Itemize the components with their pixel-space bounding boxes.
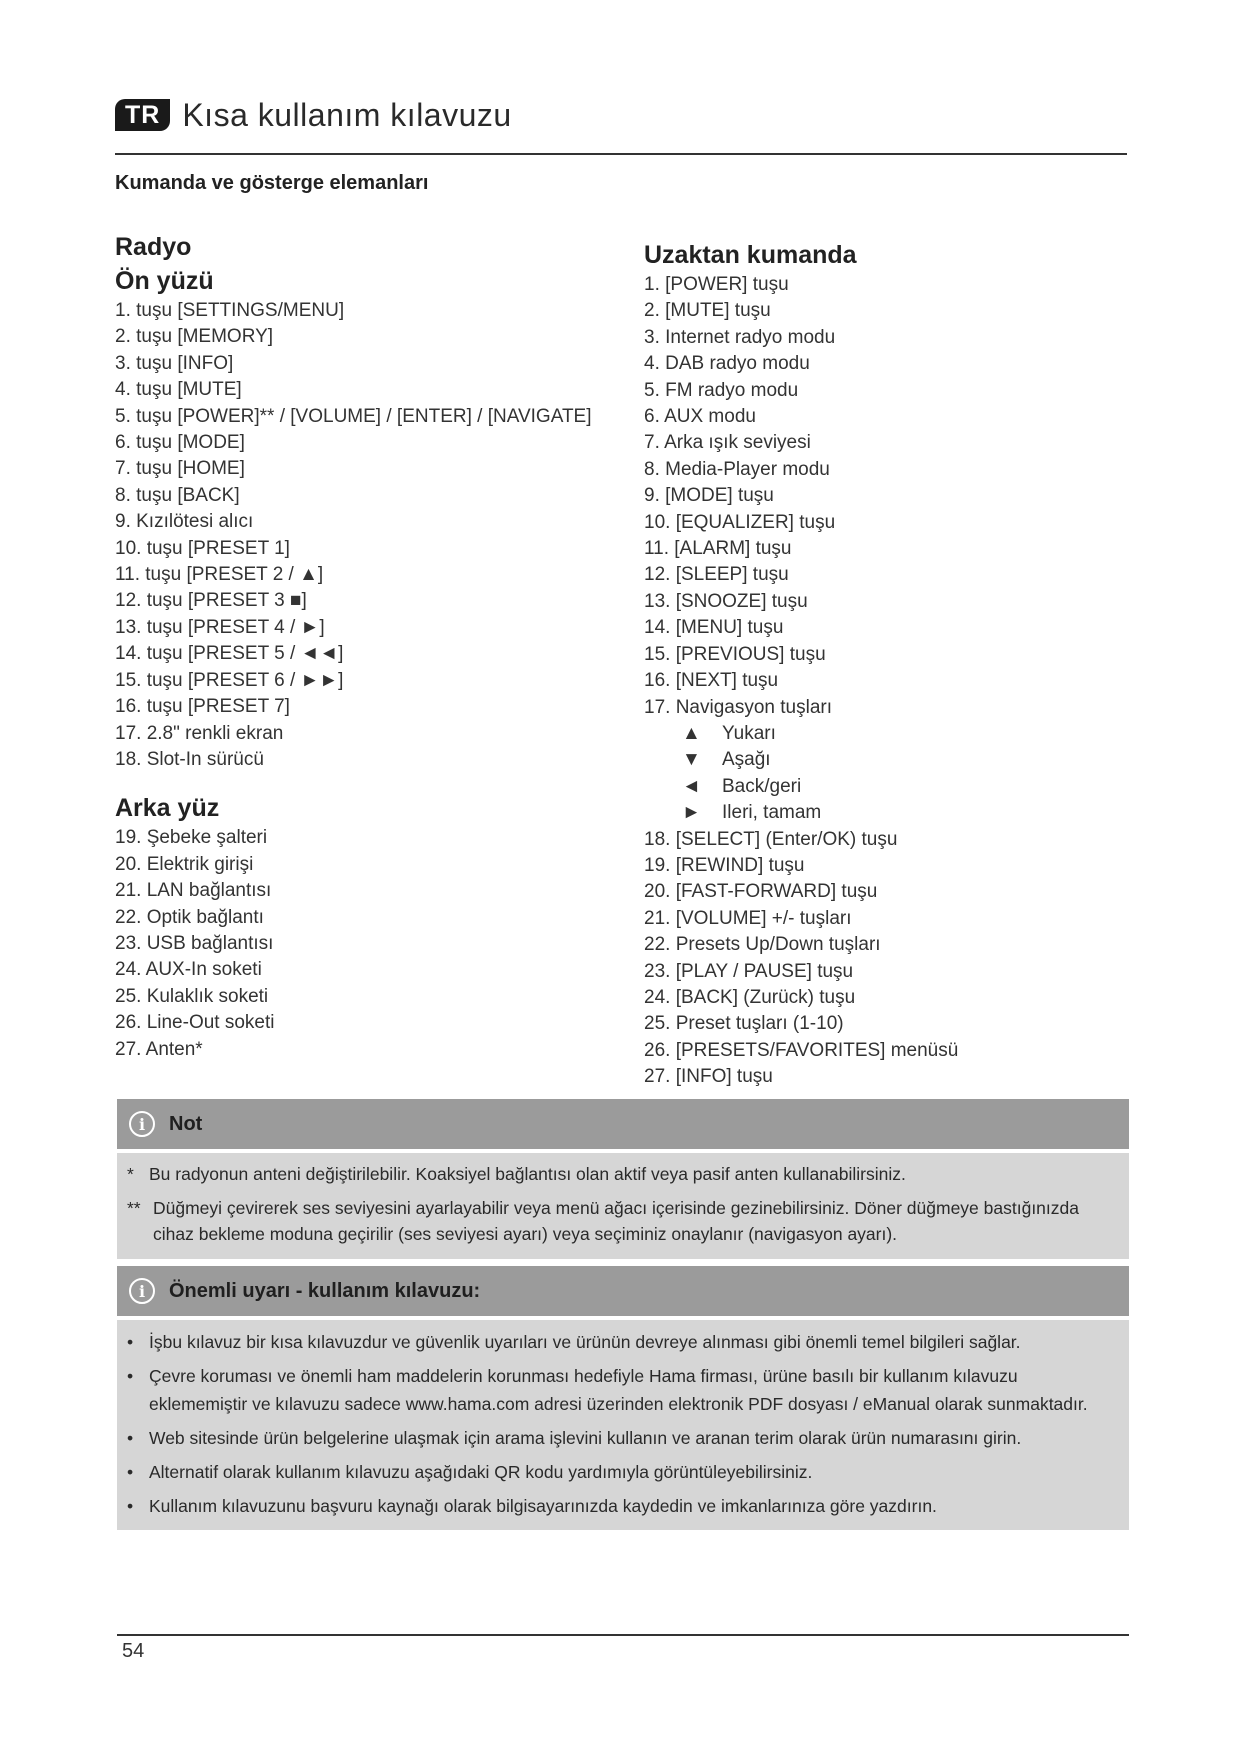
nav-down-item: [644, 747, 1124, 773]
section-title: Kumanda ve gösterge elemanları: [115, 172, 429, 194]
info-icon: i: [129, 1111, 155, 1137]
list-item: 10. [EQUALIZER] tuşu: [644, 511, 836, 533]
bullet-icon: •: [127, 1332, 134, 1352]
list-item: 18. [SELECT] (Enter/OK) tuşu: [644, 828, 898, 850]
remote-list: [644, 272, 1124, 1091]
list-item: 7. tuşu [HOME]: [115, 458, 245, 480]
bullet-icon: •: [127, 1366, 134, 1386]
list-item: 27. Anten*: [115, 1038, 203, 1060]
header-divider: [115, 153, 1127, 155]
warning-box: [117, 1266, 1129, 1530]
bullet-item: • İşbu kılavuz bir kısa kılavuzdur ve güvenlik uyarıları ve ürünün devreye alınması gibi önemli temel bilgileri sağlar.: [127, 1328, 1119, 1356]
list-item: 12. [SLEEP] tuşu: [644, 564, 789, 586]
bullet-icon: •: [127, 1428, 134, 1448]
list-item: 9. [MODE] tuşu: [644, 485, 774, 507]
list-item: 14. [MENU] tuşu: [644, 617, 784, 639]
bullet-item: • Çevre koruması ve önemli ham maddelerin korunması hedefiyle Hama firması, ürüne basılı bir kullanım kılavuzu eklememiştir ve kılavuzu sadece www.hama.com adresi üzerinden elektronik PDF dosyası / eManual olarak sunmaktadır.: [127, 1362, 1119, 1418]
arrow-left-icon: ◄: [682, 775, 701, 797]
list-item: 24. [BACK] (Zurück) tuşu: [644, 986, 856, 1008]
page-number: 54: [122, 1640, 145, 1662]
info-icon: i: [129, 1278, 155, 1304]
list-item: 23. USB bağlantısı: [115, 932, 274, 954]
list-item: 16. [NEXT] tuşu: [644, 670, 779, 692]
back-list: [115, 825, 635, 1063]
remote-column: [644, 238, 1124, 1091]
language-badge: TR: [115, 99, 170, 131]
radio-column: [115, 230, 635, 1063]
arrow-down-icon: ▼: [682, 749, 701, 771]
list-item: 13. tuşu [PRESET 4 / ►]: [115, 616, 325, 638]
list-item: 6. AUX modu: [644, 406, 756, 428]
list-item: 3. Internet radyo modu: [644, 326, 836, 348]
arrow-up-icon: ▲: [682, 722, 701, 744]
note-body: [117, 1153, 1129, 1259]
list-item: 5. tuşu [POWER]** / [VOLUME] / [ENTER] / [NAVIGATE]: [115, 405, 592, 427]
list-item: 1. tuşu [SETTINGS/MENU]: [115, 300, 345, 321]
list-item: 22. Optik bağlantı: [115, 906, 264, 928]
nav-up-item: [644, 721, 1124, 747]
list-item: 21. [VOLUME] +/- tuşları: [644, 907, 852, 929]
note-box: [117, 1099, 1129, 1259]
list-item: 19. [REWIND] tuşu: [644, 854, 805, 876]
footer-divider: [117, 1634, 1129, 1636]
nav-left-item: [644, 774, 1124, 800]
list-item: 4. DAB radyo modu: [644, 353, 810, 375]
list-item: 13. [SNOOZE] tuşu: [644, 590, 808, 612]
list-item: 17. Navigasyon tuşları: [644, 696, 832, 718]
bullet-item: • Alternatif olarak kullanım kılavuzu aşağıdaki QR kodu yardımıyla görüntüleyebilirsiniz.: [127, 1458, 1119, 1486]
list-item: 14. tuşu [PRESET 5 / ◄◄]: [115, 643, 344, 665]
front-list: [115, 298, 635, 773]
list-item: 25. Kulaklık soketi: [115, 985, 269, 1007]
list-item: 26. [PRESETS/FAVORITES] menüsü: [644, 1039, 959, 1061]
arrow-right-icon: ►: [682, 802, 701, 824]
nav-label: Ileri, tamam: [722, 802, 822, 824]
radio-heading: Radyo: [115, 233, 192, 261]
bullet-item: • Web sitesinde ürün belgelerine ulaşmak için arama işlevini kullanın ve aranan terim olarak ürün numarasını girin.: [127, 1424, 1119, 1452]
note-header: [117, 1099, 1129, 1149]
list-item: 1. [POWER] tuşu: [644, 274, 789, 295]
note-title: Not: [169, 1112, 203, 1135]
list-item: 20. [FAST-FORWARD] tuşu: [644, 881, 878, 903]
front-heading: Ön yüzü: [115, 267, 214, 295]
warning-title: Önemli uyarı - kullanım kılavuzu:: [169, 1279, 481, 1302]
list-item: 27. [INFO] tuşu: [644, 1066, 773, 1088]
warning-body: [117, 1320, 1129, 1530]
note-item: ** Düğmeyi çevirerek ses seviyesini ayarlayabilir veya menü ağacı içerisinde gezinebilirsiniz. Döner düğmeye bastığınızda cihaz bekleme moduna geçirilir (ses seviyesi ayarı) veya seçiminiz onaylanır (navigasyon ayarı).: [127, 1198, 1079, 1244]
list-item: 6. tuşu [MODE]: [115, 432, 245, 454]
list-item: 15. [PREVIOUS] tuşu: [644, 643, 826, 665]
warning-header: [117, 1266, 1129, 1316]
list-item: 8. Media-Player modu: [644, 458, 830, 480]
list-item: 4. tuşu [MUTE]: [115, 379, 242, 401]
page-header: [115, 95, 512, 135]
nav-label: Yukarı: [722, 722, 776, 744]
list-item: 12. tuşu [PRESET 3 ■]: [115, 590, 307, 612]
list-item: 25. Preset tuşları (1-10): [644, 1013, 844, 1035]
bullet-item: • Kullanım kılavuzunu başvuru kaynağı olarak bilgisayarınızda kaydedin ve imkanlarınıza göre yazdırın.: [127, 1492, 1119, 1520]
note-item: * Bu radyonun anteni değiştirilebilir. Koaksiyel bağlantısı olan aktif veya pasif anten kullanabilirsiniz.: [127, 1164, 906, 1184]
list-item: 16. tuşu [PRESET 7]: [115, 696, 290, 718]
list-item: 9. Kızılötesi alıcı: [115, 511, 254, 533]
list-item: 20. Elektrik girişi: [115, 853, 254, 875]
bullet-icon: •: [127, 1462, 134, 1482]
back-heading: Arka yüz: [115, 794, 220, 823]
nav-right-item: [644, 800, 1124, 826]
list-item: 11. [ALARM] tuşu: [644, 538, 792, 560]
nav-label: Back/geri: [722, 775, 802, 797]
list-item: 24. AUX-In soketi: [115, 959, 262, 981]
remote-heading: Uzaktan kumanda: [644, 241, 857, 269]
list-item: 8. tuşu [BACK]: [115, 484, 240, 506]
bullet-icon: •: [127, 1496, 134, 1516]
list-item: 21. LAN bağlantısı: [115, 880, 272, 902]
list-item: 2. tuşu [MEMORY]: [115, 326, 274, 348]
list-item: 5. FM radyo modu: [644, 379, 799, 401]
list-item: 11. tuşu [PRESET 2 / ▲]: [115, 564, 324, 586]
list-item: 15. tuşu [PRESET 6 / ►►]: [115, 669, 344, 691]
list-item: 18. Slot-In sürücü: [115, 748, 264, 770]
list-item: 26. Line-Out soketi: [115, 1012, 275, 1034]
page-title: Kısa kullanım kılavuzu: [182, 96, 512, 133]
list-item: 3. tuşu [INFO]: [115, 352, 234, 374]
list-item: 19. Şebeke şalteri: [115, 827, 268, 849]
list-item: 23. [PLAY / PAUSE] tuşu: [644, 960, 854, 982]
list-item: 10. tuşu [PRESET 1]: [115, 537, 290, 559]
nav-label: Aşağı: [722, 749, 771, 771]
list-item: 17. 2.8" renkli ekran: [115, 722, 284, 744]
list-item: 7. Arka ışık seviyesi: [644, 432, 811, 454]
list-item: 2. [MUTE] tuşu: [644, 300, 771, 322]
list-item: 22. Presets Up/Down tuşları: [644, 934, 881, 956]
